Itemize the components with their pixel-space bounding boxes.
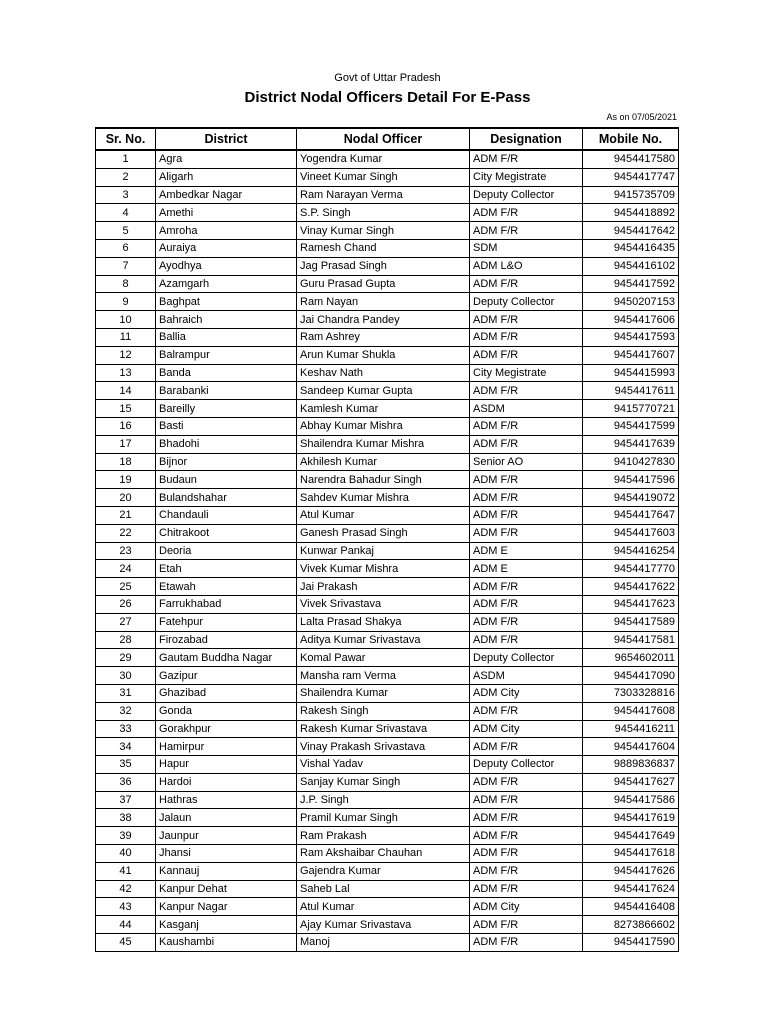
- sr-no-cell: 18: [96, 453, 156, 471]
- table-row: [96, 364, 679, 382]
- district-cell: Chandauli: [156, 506, 297, 524]
- mobile-cell: 9454417604: [583, 738, 679, 756]
- district-cell: Bahraich: [156, 311, 297, 329]
- table-row: [96, 791, 679, 809]
- nodal-officer-cell: Manoj: [297, 934, 470, 952]
- table-row: [96, 613, 679, 631]
- nodal-officer-cell: Atul Kumar: [297, 506, 470, 524]
- nodal-officer-cell: Ram Akshaibar Chauhan: [297, 845, 470, 863]
- nodal-officer-cell: Sahdev Kumar Mishra: [297, 489, 470, 507]
- designation-cell: ADM City: [470, 898, 583, 916]
- mobile-cell: 9454417622: [583, 578, 679, 596]
- designation-cell: City Megistrate: [470, 168, 583, 186]
- table-header: [96, 128, 679, 150]
- mobile-cell: 8273866602: [583, 916, 679, 934]
- sr-no-cell: 7: [96, 257, 156, 275]
- designation-cell: Deputy Collector: [470, 186, 583, 204]
- designation-cell: ADM F/R: [470, 631, 583, 649]
- nodal-officer-cell: Rakesh Singh: [297, 702, 470, 720]
- nodal-officer-cell: Gajendra Kumar: [297, 862, 470, 880]
- mobile-cell: 9454417607: [583, 346, 679, 364]
- designation-cell: ADM F/R: [470, 702, 583, 720]
- table-row: [96, 275, 679, 293]
- district-cell: Ambedkar Nagar: [156, 186, 297, 204]
- sr-no-cell: 40: [96, 845, 156, 863]
- district-cell: Firozabad: [156, 631, 297, 649]
- sr-no-cell: 44: [96, 916, 156, 934]
- nodal-officer-cell: Kamlesh Kumar: [297, 400, 470, 418]
- sr-no-cell: 28: [96, 631, 156, 649]
- mobile-cell: 9454417747: [583, 168, 679, 186]
- designation-cell: SDM: [470, 239, 583, 257]
- sr-no-cell: 41: [96, 862, 156, 880]
- sr-no-cell: 26: [96, 595, 156, 613]
- mobile-cell: 9454416211: [583, 720, 679, 738]
- district-cell: Aligarh: [156, 168, 297, 186]
- district-cell: Etah: [156, 560, 297, 578]
- district-cell: Gazipur: [156, 667, 297, 685]
- designation-cell: ASDM: [470, 667, 583, 685]
- table-row: [96, 667, 679, 685]
- sr-no-cell: 23: [96, 542, 156, 560]
- mobile-cell: 9454417639: [583, 435, 679, 453]
- designation-cell: Senior AO: [470, 453, 583, 471]
- table-row: [96, 417, 679, 435]
- sr-no-cell: 30: [96, 667, 156, 685]
- sr-no-cell: 45: [96, 934, 156, 952]
- nodal-officer-cell: Mansha ram Verma: [297, 667, 470, 685]
- designation-cell: ADM F/R: [470, 880, 583, 898]
- mobile-cell: 9454417090: [583, 667, 679, 685]
- sr-no-cell: 6: [96, 239, 156, 257]
- designation-cell: ADM F/R: [470, 489, 583, 507]
- nodal-officer-cell: Vineet Kumar Singh: [297, 168, 470, 186]
- header-row: [96, 128, 679, 150]
- mobile-cell: 9454417619: [583, 809, 679, 827]
- nodal-officer-cell: Shailendra Kumar: [297, 684, 470, 702]
- nodal-officer-cell: Shailendra Kumar Mishra: [297, 435, 470, 453]
- column-header-mobile: Mobile No.: [583, 128, 679, 150]
- mobile-cell: 7303328816: [583, 684, 679, 702]
- table-row: [96, 328, 679, 346]
- district-cell: Etawah: [156, 578, 297, 596]
- sr-no-cell: 37: [96, 791, 156, 809]
- sr-no-cell: 25: [96, 578, 156, 596]
- mobile-cell: 9454419072: [583, 489, 679, 507]
- nodal-officer-cell: Jai Chandra Pandey: [297, 311, 470, 329]
- district-cell: Gonda: [156, 702, 297, 720]
- nodal-officer-cell: J.P. Singh: [297, 791, 470, 809]
- table-body: [96, 150, 679, 951]
- district-cell: Bijnor: [156, 453, 297, 471]
- designation-cell: ADM F/R: [470, 613, 583, 631]
- mobile-cell: 9454417626: [583, 862, 679, 880]
- nodal-officer-cell: Komal Pawar: [297, 649, 470, 667]
- district-cell: Baghpat: [156, 293, 297, 311]
- sr-no-cell: 20: [96, 489, 156, 507]
- designation-cell: ADM F/R: [470, 382, 583, 400]
- district-cell: Auraiya: [156, 239, 297, 257]
- nodal-officer-cell: Vivek Kumar Mishra: [297, 560, 470, 578]
- sr-no-cell: 11: [96, 328, 156, 346]
- sr-no-cell: 15: [96, 400, 156, 418]
- table-row: [96, 311, 679, 329]
- sr-no-cell: 27: [96, 613, 156, 631]
- mobile-cell: 9454417592: [583, 275, 679, 293]
- district-cell: Bulandshahar: [156, 489, 297, 507]
- mobile-cell: 9454416254: [583, 542, 679, 560]
- district-cell: Kanpur Dehat: [156, 880, 297, 898]
- nodal-officer-cell: Ganesh Prasad Singh: [297, 524, 470, 542]
- district-cell: Amethi: [156, 204, 297, 222]
- nodal-officer-cell: Ram Nayan: [297, 293, 470, 311]
- district-cell: Farrukhabad: [156, 595, 297, 613]
- nodal-officer-cell: Ram Ashrey: [297, 328, 470, 346]
- district-cell: Gautam Buddha Nagar: [156, 649, 297, 667]
- table-row: [96, 827, 679, 845]
- designation-cell: ADM F/R: [470, 934, 583, 952]
- table-row: [96, 720, 679, 738]
- nodal-officer-cell: Aditya Kumar Srivastava: [297, 631, 470, 649]
- nodal-officer-cell: S.P. Singh: [297, 204, 470, 222]
- table-row: [96, 204, 679, 222]
- designation-cell: ADM F/R: [470, 150, 583, 168]
- sr-no-cell: 3: [96, 186, 156, 204]
- nodal-officer-cell: Lalta Prasad Shakya: [297, 613, 470, 631]
- sr-no-cell: 8: [96, 275, 156, 293]
- sr-no-cell: 29: [96, 649, 156, 667]
- mobile-cell: 9454417649: [583, 827, 679, 845]
- mobile-cell: 9415770721: [583, 400, 679, 418]
- sr-no-cell: 14: [96, 382, 156, 400]
- sr-no-cell: 16: [96, 417, 156, 435]
- sr-no-cell: 32: [96, 702, 156, 720]
- sr-no-cell: 1: [96, 150, 156, 168]
- nodal-officer-cell: Ajay Kumar Srivastava: [297, 916, 470, 934]
- mobile-cell: 9454417599: [583, 417, 679, 435]
- nodal-officer-cell: Sandeep Kumar Gupta: [297, 382, 470, 400]
- district-cell: Deoria: [156, 542, 297, 560]
- table-row: [96, 702, 679, 720]
- mobile-cell: 9450207153: [583, 293, 679, 311]
- designation-cell: ADM City: [470, 720, 583, 738]
- sr-no-cell: 42: [96, 880, 156, 898]
- mobile-cell: 9454417580: [583, 150, 679, 168]
- district-cell: Kaushambi: [156, 934, 297, 952]
- nodal-officer-cell: Narendra Bahadur Singh: [297, 471, 470, 489]
- sr-no-cell: 12: [96, 346, 156, 364]
- designation-cell: ADM F/R: [470, 328, 583, 346]
- district-cell: Hamirpur: [156, 738, 297, 756]
- district-cell: Basti: [156, 417, 297, 435]
- designation-cell: ADM F/R: [470, 916, 583, 934]
- officers-table: [95, 127, 679, 952]
- district-cell: Jaunpur: [156, 827, 297, 845]
- designation-cell: ADM F/R: [470, 275, 583, 293]
- sr-no-cell: 10: [96, 311, 156, 329]
- nodal-officer-cell: Ram Narayan Verma: [297, 186, 470, 204]
- mobile-cell: 9454417593: [583, 328, 679, 346]
- district-cell: Hapur: [156, 756, 297, 774]
- table-row: [96, 222, 679, 240]
- table-row: [96, 150, 679, 168]
- mobile-cell: 9454417647: [583, 506, 679, 524]
- mobile-cell: 9454417770: [583, 560, 679, 578]
- table-row: [96, 631, 679, 649]
- table-row: [96, 934, 679, 952]
- designation-cell: ADM E: [470, 542, 583, 560]
- sr-no-cell: 4: [96, 204, 156, 222]
- mobile-cell: 9454417642: [583, 222, 679, 240]
- table-row: [96, 773, 679, 791]
- table-row: [96, 862, 679, 880]
- designation-cell: ASDM: [470, 400, 583, 418]
- mobile-cell: 9889836837: [583, 756, 679, 774]
- mobile-cell: 9454417606: [583, 311, 679, 329]
- mobile-cell: 9454417590: [583, 934, 679, 952]
- table-row: [96, 649, 679, 667]
- nodal-officer-cell: Arun Kumar Shukla: [297, 346, 470, 364]
- designation-cell: ADM F/R: [470, 471, 583, 489]
- designation-cell: ADM F/R: [470, 827, 583, 845]
- nodal-officer-cell: Pramil Kumar Singh: [297, 809, 470, 827]
- mobile-cell: 9454417581: [583, 631, 679, 649]
- district-cell: Budaun: [156, 471, 297, 489]
- designation-cell: ADM F/R: [470, 435, 583, 453]
- table-row: [96, 293, 679, 311]
- district-cell: Jalaun: [156, 809, 297, 827]
- mobile-cell: 9454416435: [583, 239, 679, 257]
- nodal-officer-cell: Yogendra Kumar: [297, 150, 470, 168]
- government-heading: Govt of Uttar Pradesh: [334, 72, 441, 84]
- designation-cell: ADM F/R: [470, 417, 583, 435]
- sr-no-cell: 39: [96, 827, 156, 845]
- table-row: [96, 435, 679, 453]
- sr-no-cell: 43: [96, 898, 156, 916]
- table-row: [96, 506, 679, 524]
- designation-cell: City Megistrate: [470, 364, 583, 382]
- sr-no-cell: 17: [96, 435, 156, 453]
- district-cell: Hathras: [156, 791, 297, 809]
- district-cell: Ballia: [156, 328, 297, 346]
- mobile-cell: 9454415993: [583, 364, 679, 382]
- sr-no-cell: 24: [96, 560, 156, 578]
- nodal-officer-cell: Ramesh Chand: [297, 239, 470, 257]
- table-row: [96, 524, 679, 542]
- designation-cell: ADM F/R: [470, 204, 583, 222]
- designation-cell: ADM E: [470, 560, 583, 578]
- mobile-cell: 9454416102: [583, 257, 679, 275]
- sr-no-cell: 22: [96, 524, 156, 542]
- table-row: [96, 489, 679, 507]
- designation-cell: ADM F/R: [470, 222, 583, 240]
- designation-cell: ADM F/R: [470, 862, 583, 880]
- district-cell: Jhansi: [156, 845, 297, 863]
- column-header-sr-no: Sr. No.: [96, 128, 156, 150]
- table-row: [96, 382, 679, 400]
- nodal-officer-cell: Jai Prakash: [297, 578, 470, 596]
- district-cell: Fatehpur: [156, 613, 297, 631]
- nodal-officer-cell: Keshav Nath: [297, 364, 470, 382]
- table-row: [96, 809, 679, 827]
- mobile-cell: 9454417624: [583, 880, 679, 898]
- nodal-officer-cell: Ram Prakash: [297, 827, 470, 845]
- sr-no-cell: 38: [96, 809, 156, 827]
- sr-no-cell: 5: [96, 222, 156, 240]
- table-row: [96, 542, 679, 560]
- district-cell: Kannauj: [156, 862, 297, 880]
- mobile-cell: 9415735709: [583, 186, 679, 204]
- designation-cell: Deputy Collector: [470, 756, 583, 774]
- nodal-officer-cell: Saheb Lal: [297, 880, 470, 898]
- designation-cell: ADM F/R: [470, 738, 583, 756]
- designation-cell: ADM F/R: [470, 595, 583, 613]
- district-cell: Ghazibad: [156, 684, 297, 702]
- table-row: [96, 453, 679, 471]
- table-row: [96, 400, 679, 418]
- mobile-cell: 9454417618: [583, 845, 679, 863]
- district-cell: Gorakhpur: [156, 720, 297, 738]
- mobile-cell: 9454417608: [583, 702, 679, 720]
- table-row: [96, 756, 679, 774]
- mobile-cell: 9454417586: [583, 791, 679, 809]
- nodal-officer-cell: Vishal Yadav: [297, 756, 470, 774]
- designation-cell: ADM F/R: [470, 506, 583, 524]
- nodal-officer-cell: Jag Prasad Singh: [297, 257, 470, 275]
- designation-cell: ADM F/R: [470, 791, 583, 809]
- district-cell: Bareilly: [156, 400, 297, 418]
- column-header-nodal-officer: Nodal Officer: [297, 128, 470, 150]
- sr-no-cell: 35: [96, 756, 156, 774]
- sr-no-cell: 31: [96, 684, 156, 702]
- sr-no-cell: 19: [96, 471, 156, 489]
- table-row: [96, 880, 679, 898]
- nodal-officer-cell: Abhay Kumar Mishra: [297, 417, 470, 435]
- table-row: [96, 845, 679, 863]
- column-header-designation: Designation: [470, 128, 583, 150]
- table-row: [96, 898, 679, 916]
- column-header-district: District: [156, 128, 297, 150]
- nodal-officer-cell: Vivek Srivastava: [297, 595, 470, 613]
- district-cell: Hardoi: [156, 773, 297, 791]
- nodal-officer-cell: Rakesh Kumar Srivastava: [297, 720, 470, 738]
- nodal-officer-cell: Akhilesh Kumar: [297, 453, 470, 471]
- table-row: [96, 595, 679, 613]
- table-row: [96, 239, 679, 257]
- designation-cell: ADM City: [470, 684, 583, 702]
- district-cell: Banda: [156, 364, 297, 382]
- district-cell: Agra: [156, 150, 297, 168]
- district-cell: Kanpur Nagar: [156, 898, 297, 916]
- sr-no-cell: 2: [96, 168, 156, 186]
- district-cell: Bhadohi: [156, 435, 297, 453]
- table-row: [96, 471, 679, 489]
- mobile-cell: 9454418892: [583, 204, 679, 222]
- sr-no-cell: 34: [96, 738, 156, 756]
- designation-cell: ADM F/R: [470, 809, 583, 827]
- nodal-officer-cell: Vinay Kumar Singh: [297, 222, 470, 240]
- table-row: [96, 578, 679, 596]
- nodal-officer-cell: Vinay Prakash Srivastava: [297, 738, 470, 756]
- mobile-cell: 9410427830: [583, 453, 679, 471]
- mobile-cell: 9454417627: [583, 773, 679, 791]
- mobile-cell: 9654602011: [583, 649, 679, 667]
- table-row: [96, 186, 679, 204]
- sr-no-cell: 36: [96, 773, 156, 791]
- mobile-cell: 9454416408: [583, 898, 679, 916]
- district-cell: Ayodhya: [156, 257, 297, 275]
- table-row: [96, 257, 679, 275]
- designation-cell: Deputy Collector: [470, 649, 583, 667]
- sr-no-cell: 9: [96, 293, 156, 311]
- mobile-cell: 9454417589: [583, 613, 679, 631]
- district-cell: Balrampur: [156, 346, 297, 364]
- nodal-officer-cell: Kunwar Pankaj: [297, 542, 470, 560]
- designation-cell: ADM F/R: [470, 524, 583, 542]
- page-title: District Nodal Officers Detail For E-Pass: [244, 89, 531, 106]
- table-row: [96, 684, 679, 702]
- district-cell: Barabanki: [156, 382, 297, 400]
- designation-cell: ADM L&O: [470, 257, 583, 275]
- nodal-officer-cell: Sanjay Kumar Singh: [297, 773, 470, 791]
- table-row: [96, 168, 679, 186]
- table-row: [96, 916, 679, 934]
- mobile-cell: 9454417603: [583, 524, 679, 542]
- nodal-officer-cell: Guru Prasad Gupta: [297, 275, 470, 293]
- designation-cell: ADM F/R: [470, 845, 583, 863]
- table-row: [96, 560, 679, 578]
- designation-cell: ADM F/R: [470, 578, 583, 596]
- designation-cell: ADM F/R: [470, 346, 583, 364]
- sr-no-cell: 21: [96, 506, 156, 524]
- sr-no-cell: 13: [96, 364, 156, 382]
- designation-cell: ADM F/R: [470, 311, 583, 329]
- sr-no-cell: 33: [96, 720, 156, 738]
- district-cell: Kasganj: [156, 916, 297, 934]
- as-on-date: As on 07/05/2021: [606, 112, 677, 122]
- district-cell: Chitrakoot: [156, 524, 297, 542]
- district-cell: Azamgarh: [156, 275, 297, 293]
- table-row: [96, 346, 679, 364]
- table-row: [96, 738, 679, 756]
- mobile-cell: 9454417596: [583, 471, 679, 489]
- mobile-cell: 9454417611: [583, 382, 679, 400]
- designation-cell: Deputy Collector: [470, 293, 583, 311]
- designation-cell: ADM F/R: [470, 773, 583, 791]
- mobile-cell: 9454417623: [583, 595, 679, 613]
- district-cell: Amroha: [156, 222, 297, 240]
- nodal-officer-cell: Atul Kumar: [297, 898, 470, 916]
